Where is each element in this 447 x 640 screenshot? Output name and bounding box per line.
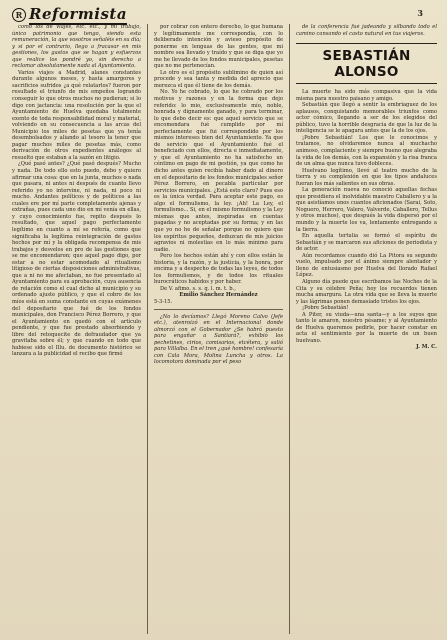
- masthead-title: Reformista: [29, 5, 128, 23]
- article-columns: [12, 24, 437, 634]
- col2-italic-note: ¿No lo decíamos? Llegó Moreno Calvo (Jefe etc.), atenroizó en el Internacional donde almorzó con el Gobernador ¿Se habrá puesto para engañar a Santiará?, exhibió los pechetines, cirios, comisarios, etcétera, y salió para Villalba. En el tren ¿qué hombre! confesaría con Cala Mora, Molina Luncha y otros. La locomotora dominada por el peso: [154, 313, 283, 366]
- page-number: 3: [417, 8, 423, 18]
- column-3: [290, 24, 437, 634]
- col1-paragraph-3: ¿Qué pasó antes? ¿Qué pasó después? Mucho y nada. De todo ello esto puedo, debo y quiero afirmar una cosa: que en la junta, muchos o nada que pasara, ni antes ni después de cuanto llevo referido yo no intervine, ni nada, ni poco ni mucho. Andantes políticos y de políticos a las cuales ere por mí parte completamente ajenas y extrañas, pues cada uno dio en mí venía en ellas, y cuyo conocimiento fue, repito después lo resultado, que aquel pago perfectamente legítimo en cuanto a mí se refería, como que significaba la legítima reintegración de gastos hechos por mí y la obligada recompensa de mis trabajos y desvelos en pro de las gestiones que se me encomendaron; que aquel pago digo, por estar a no estar acomodado al ritualismo litigioso de ciertas disposiciones administrativas, que a ni no me afectaban, no fue presentado al Ayuntamiento para su aprobación, cuya ausencia de relación como el cual dicho al municipio y su ordenado ajuste público, y que el cobro de los míos está en suma constante en cuyas exámenes del depositario que fué de los fondos municipales, don Francisco Pérez Borrero, y que el Ayuntamiento en quedó con el artículo pendiente, y que fue prestado absorbiendo y libre del retoquecite de defraudador que ya gravitaba sobre él; y que cuando en todo que habiese sido el Illu. de documento histórico se lanzara a la publicidad el recibo que firmó: [12, 161, 141, 358]
- col3-paragraph-8: Alguno día puede que escribamos las Noches de la Cita y su célebre Peña; hoy los recuerdos tienen mucha amargura. La otra vida que se lleva la muerte y las lágrimas ponen demasiado tristes los ojos.: [296, 278, 437, 305]
- masthead-seal: R: [12, 8, 26, 22]
- col2-closing: De V. afimo. s. s. q. l. m. t. b.,: [160, 285, 236, 292]
- col2-paragraph-1: por cobrar con entero derecho, lo que humana y legítimamente me correspondía, con lo deliberado intención y avieso propósito de ponerme en lenguas de las gentes, que mi nombre sea llevado y traído y que se diga que yo me he llevado de los fondos municipales, pesetas que no me pertenecían.: [154, 24, 283, 70]
- col3-paragraph-7: Aún recordamos cuando dió La Pitora su segundo vuelo, impulsado por el ánimo siempre alentador y lleno de entusiasmo por Huelva del llorado Rafael López.: [296, 252, 437, 279]
- col3-paragraph-2: Sebastián que llegó a sentir la embriaguez de los aplausos, conquistando memorables triunfos como actor cómico, llegando a ser de los elegidos del público, tuvo la horrible desgracia de que la luz de la inteligencia se le apagara antes que la de los ojos.: [296, 102, 437, 135]
- col2-paragraph-4: Pero los hechos están ahí y con ellos están la historia, y la razón, y la justicia, y la honra, por encima y a despecho de todas las leyes, de todos los formulismos, y de todos los rituales burocráticos habidos y por haber.: [154, 253, 283, 286]
- col1-paragraph-2: Varios viajes a Madrid, alanes constantes durante algunos meses, y hasta amargores y sacrificios sufridos ¿a qué relatarlos? fueron por resultado el triunfo de mis empeños logrando conseguir lo que otros muchos no pudieran; si lo digo con jactancia: una resolución por la que el Ayuntamiento de Huelva quedaba totalmente exento de toda responsabilidad moral y material, volviendo en su consecuencia a las arcas del Municipio los miles de pesetas que ya tenía desembolsados y aliando al tesoro la tener que pagar muchos miles de pesetas más, como derivación de otros expedientes análogos al resuelto que estaban a la sazón en litigio.: [12, 69, 141, 161]
- letter-signature: Emilio Sánchez Hernández: [179, 292, 258, 299]
- section-divider: [154, 309, 283, 310]
- masthead: [12, 4, 152, 26]
- col3-paragraph-4: Huelvano legítimo, llevó al teatro mucho de la tierra y su complexión en que los tipos andaluces fueran los más salientes en sus obras.: [296, 167, 437, 187]
- author-initials: J. M. C.: [416, 344, 437, 351]
- col3-continuation: de la conferencia fué jadeando y silbando todo el camino cansando el casto natural en tus viajeros.: [296, 24, 437, 37]
- col1-paragraph-1: como los de viajes, etc. etc., y mi trabajo, único patrimonio que tengo, siendo esta remuneración, la que vosotros señaléis en su día; y si por el contrario, llego a fracasar en mis gestiones, los gastos que se hagan y esfuerzos que realice los pondré yo, sin derecho a reclamar absolutamente nada al Ayuntamiento.: [12, 24, 141, 70]
- col2-paragraph-2: Lo otro es el propósito sublimino de quien así procede y sea tanta y medida del aprecio que merezca el que él tiene de los demás.: [154, 69, 283, 89]
- col3-paragraph-10: A Piter, su viuda—una santa—y a los suyos que tanto le amaron, nuestro pésame; y al Ayuntamiento de Huelva queremos pedirle, por hacer constar en acta el sentimiento por la muerte de un buen huelvano.: [296, 311, 437, 344]
- column-1: [12, 24, 148, 634]
- obituary-headline: SEBASTIÁN ALONSO: [322, 48, 411, 81]
- col2-paragraph-3: No. Yo he cobrado, lo que he cobrado por los motivos y razones y en la forma que dejo referido: lo mio, exclusivamente mío, noble, honrada y dignamente ganado, y para terminar, lo que debo decir es: que aquel servicio que se encomendara fué cumplido por mí perfectamente que fui correspondido por los mismos intereses bien del Ayuntamiento. Ya que de servicio que el Ayuntamiento fué el beneficiado con ellos, directa e inmediatamente, y que el Ayuntamiento no ha satisfecho un céntimo en pago de mi gestión, ya que como he dicho antes quien recibía haber dado al dinero en el depositario de los fondos municipales señor Pérez Borrero, en pecabla particular por servicios municipales. ¿Está esto claro? Pues eso es la única verdad. Para aceptar este pago, es algo el formulismo, la ley. ¡Ah! La Ley, el formulismo... Si, en el mismo formulismo y la Ley mismas que antes, inspiradas en cuentas pagadas y no aceptadas por su forma; y en las que yo no he de señalar porque no quiero que los espíritus pequeños, deduzcan de mis juicios agravios ni molestias en lo más mínimo para nadie.: [154, 89, 283, 253]
- col3-paragraph-5: La generación nueva no conoció aquellas fechas que presidiera el inolvidable maestro Caballero y a la que asistíamos unos cuantos aficionados (Sarai, Soto, Noguero, Herrero, Valero, Valverde, Caballero, Tellus y otros muchos), que después la vida dispersó por el mundo y la muerte los va, lentamente entregando a la tierra.: [296, 187, 437, 233]
- col3-paragraph-6: En aquella tertulia se formó el espíritu de Sebastián y se marcaron sus aficiones de periodista y de actor.: [296, 233, 437, 253]
- column-2: [148, 24, 290, 634]
- col3-paragraph-3: ¡Pobre Sebastián! Los que le conocimos y tratamos, no olvidaremos nunca al muchacho animoso, complaciente y siempre bueno que alegraba la vida de los demás, con la expansión y la risa franca de un alma que nunca tuvo dobleces.: [296, 134, 437, 168]
- col3-paragraph-9: ¡Pobre Sebastián!: [302, 305, 349, 312]
- letter-date: 5-3-15.: [154, 298, 173, 305]
- obituary-headline-box: [296, 43, 437, 84]
- col3-paragraph-1: La muerte ha sido más compasiva que la vida misma para nuestro paisano y amigo.: [296, 89, 437, 102]
